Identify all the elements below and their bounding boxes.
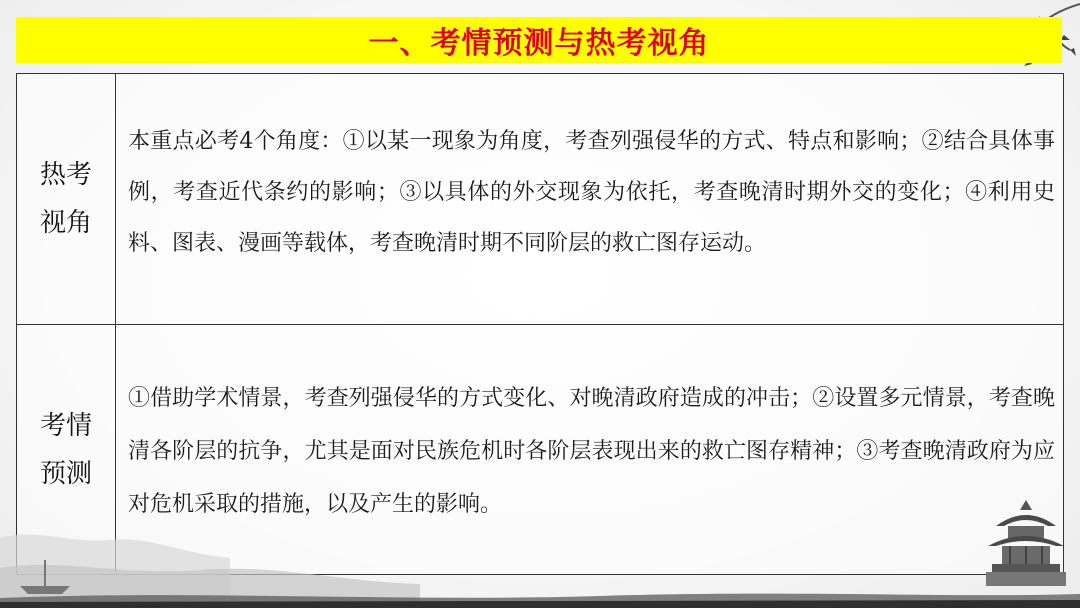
- row-label: 热考视角: [39, 160, 92, 238]
- row-content-cell: [116, 74, 1063, 324]
- row-content: ①借助学术情景，考查列强侵华的方式变化、对晚清政府造成的冲击；②设置多元情景，考查晚清各阶层的抗争，尤其是面对民族危机时各阶层表现出来的救亡图存精神；③考查晚清政府为应对危机采取的措施，以及产生的影响。: [128, 386, 1055, 517]
- landscape-illustration: [0, 498, 1080, 608]
- page-title: 一、考情预测与热考视角: [368, 26, 710, 61]
- row-label: 考情预测: [39, 410, 92, 489]
- row-content: 本重点必考4个角度：①以某一现象为角度，考查列强侵华的方式、特点和影响；②结合具体事例，考查近代条约的影响；③以具体的外交现象为依托，考查晚清时期外交的变化；④利用史料、图表、漫画等载体，考查晚清时期不同阶层的救亡图存运动。: [128, 128, 1055, 256]
- row-label-cell: [17, 74, 116, 324]
- pavilion-illustration: [982, 496, 1070, 588]
- title-bar: [16, 17, 1062, 63]
- table-row: [17, 74, 1063, 325]
